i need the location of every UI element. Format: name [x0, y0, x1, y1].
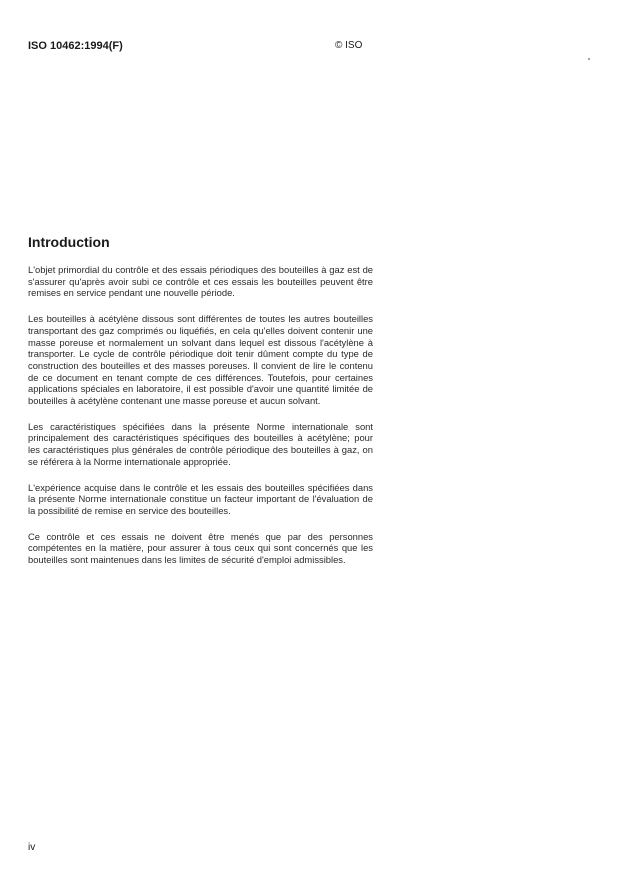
section-body	[28, 264, 373, 580]
copyright-notice: © ISO	[335, 40, 363, 51]
paragraph-3: Les caractéristiques spécifiées dans la présente Norme internationale sont principalement des caractéristiques spécifiques des bouteilles à acétylène; pour les caractéristiques plus générales de contrôle périodique des bouteilles à gaz, on se référera à la Norme internationale appropriée.	[28, 420, 373, 467]
page-number: iv	[28, 842, 36, 853]
document-identifier: ISO 10462:1994(F)	[28, 40, 123, 52]
scan-speck	[588, 58, 590, 60]
paragraph-1: L'objet primordial du contrôle et des essais périodiques des bouteilles à gaz est de s'assurer qu'après avoir subi ce contrôle et ces essais les bouteilles peuvent être remises en service pendant une nouvelle période.	[28, 264, 373, 299]
paragraph-5: Ce contrôle et ces essais ne doivent être menés que par des personnes compétentes en la matière, pour assurer à tous ceux qui sont concernés que les bouteilles sont maintenues dans les limites de sécurité d'emploi admissibles.	[28, 530, 373, 566]
paragraph-4: L'expérience acquise dans le contrôle et les essais des bouteilles spécifiées dans la présente Norme internationale constitue un facteur important de l'évaluation de la possibilité de remise en service des bouteilles.	[28, 481, 373, 516]
paragraph-2: Les bouteilles à acétylène dissous sont différentes de toutes les autres bouteilles transportant des gaz comprimés ou liquéfiés, en cela qu'elles doivent contenir une masse poreuse et normalement un solvant dans lequel est dissous l'acétylène à transporter. Le cycle de contrôle périodique doit tenir dûment compte du type de construction des bouteilles et des masses poreuses. Il convient de lire le contenu de ce document en tenant compte de ces différences. Toutefois, pour certaines applications spéciales en laboratoire, il est possible d'avoir une quantité limitée de bouteilles à acétylène contenant une masse poreuse et aucun solvant.	[28, 313, 373, 407]
section-title: Introduction	[28, 234, 110, 250]
